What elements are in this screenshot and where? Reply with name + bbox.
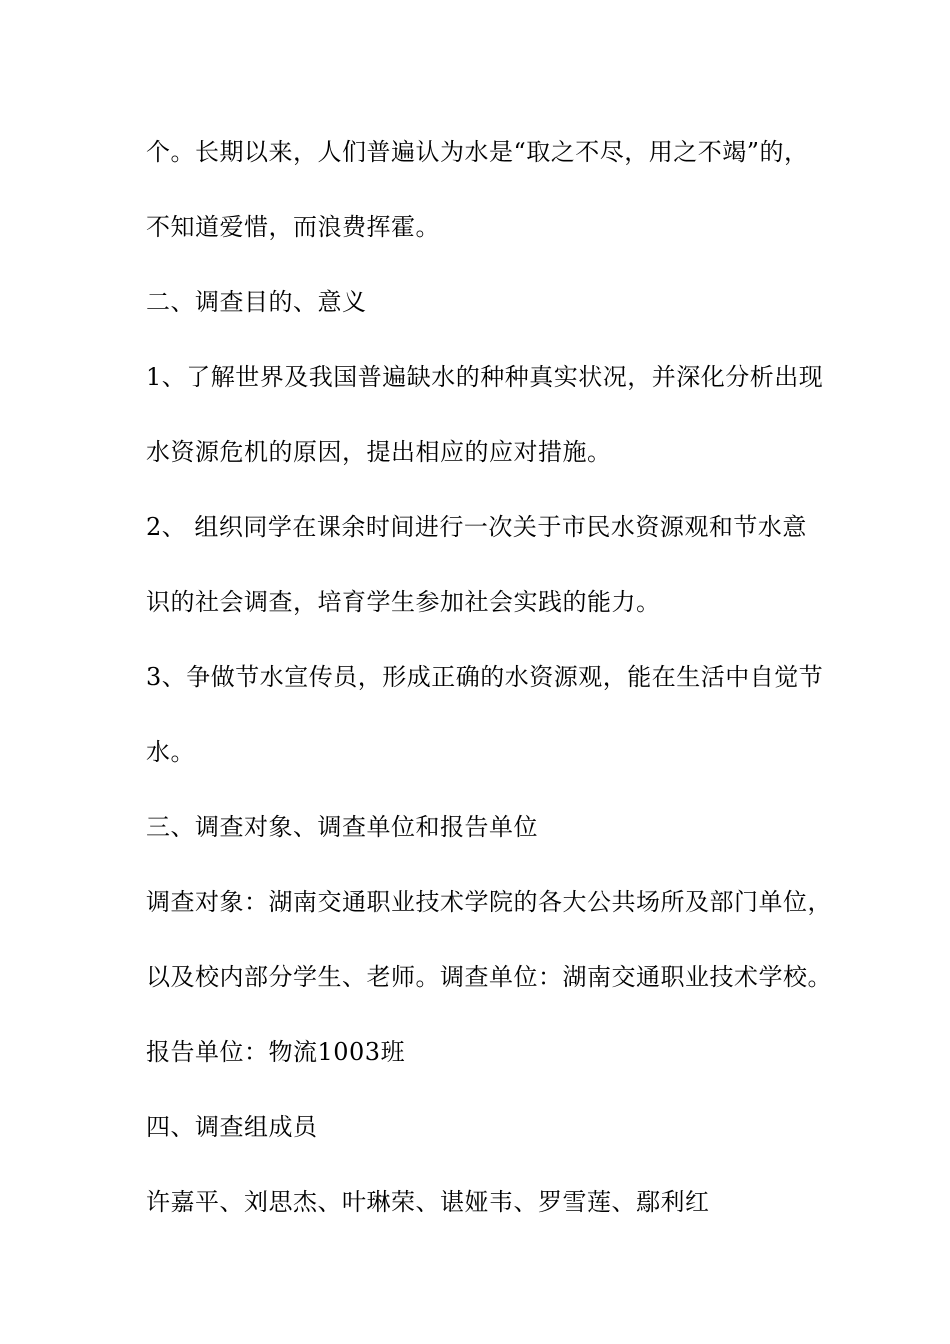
paragraph-line: 调查对象：湖南交通职业技术学院的各大公共场所及部门单位，	[146, 888, 832, 916]
paragraph-line: 个。长期以来，人们普遍认为水是“取之不尽，用之不竭”的，	[146, 138, 809, 166]
list-item-2: 2、 组织同学在课余时间进行一次关于市民水资源观和节水意	[146, 513, 807, 541]
section-heading-members: 四、调查组成员	[146, 1113, 318, 1141]
list-item-2-continued: 识的社会调查，培育学生参加社会实践的能力。	[146, 588, 661, 616]
list-item-3: 3、争做节水宣传员，形成正确的水资源观，能在生活中自觉节	[146, 663, 824, 691]
members-list: 许嘉平、刘思杰、叶琳荣、谌娅韦、罗雪莲、鄢利红	[146, 1188, 710, 1216]
section-heading-subjects: 三、调查对象、调查单位和报告单位	[146, 813, 538, 841]
list-item-3-continued: 水。	[146, 738, 195, 766]
reporting-unit-line: 报告单位：物流1003班	[146, 1038, 406, 1066]
paragraph-line: 不知道爱惜，而浪费挥霍。	[146, 213, 440, 241]
list-item-1: 1、了解世界及我国普遍缺水的种种真实状况，并深化分析出现	[146, 363, 824, 391]
section-heading-purpose: 二、调查目的、意义	[146, 288, 367, 316]
paragraph-line: 以及校内部分学生、老师。调查单位：湖南交通职业技术学校。	[146, 963, 832, 991]
list-item-1-continued: 水资源危机的原因，提出相应的应对措施。	[146, 438, 612, 466]
